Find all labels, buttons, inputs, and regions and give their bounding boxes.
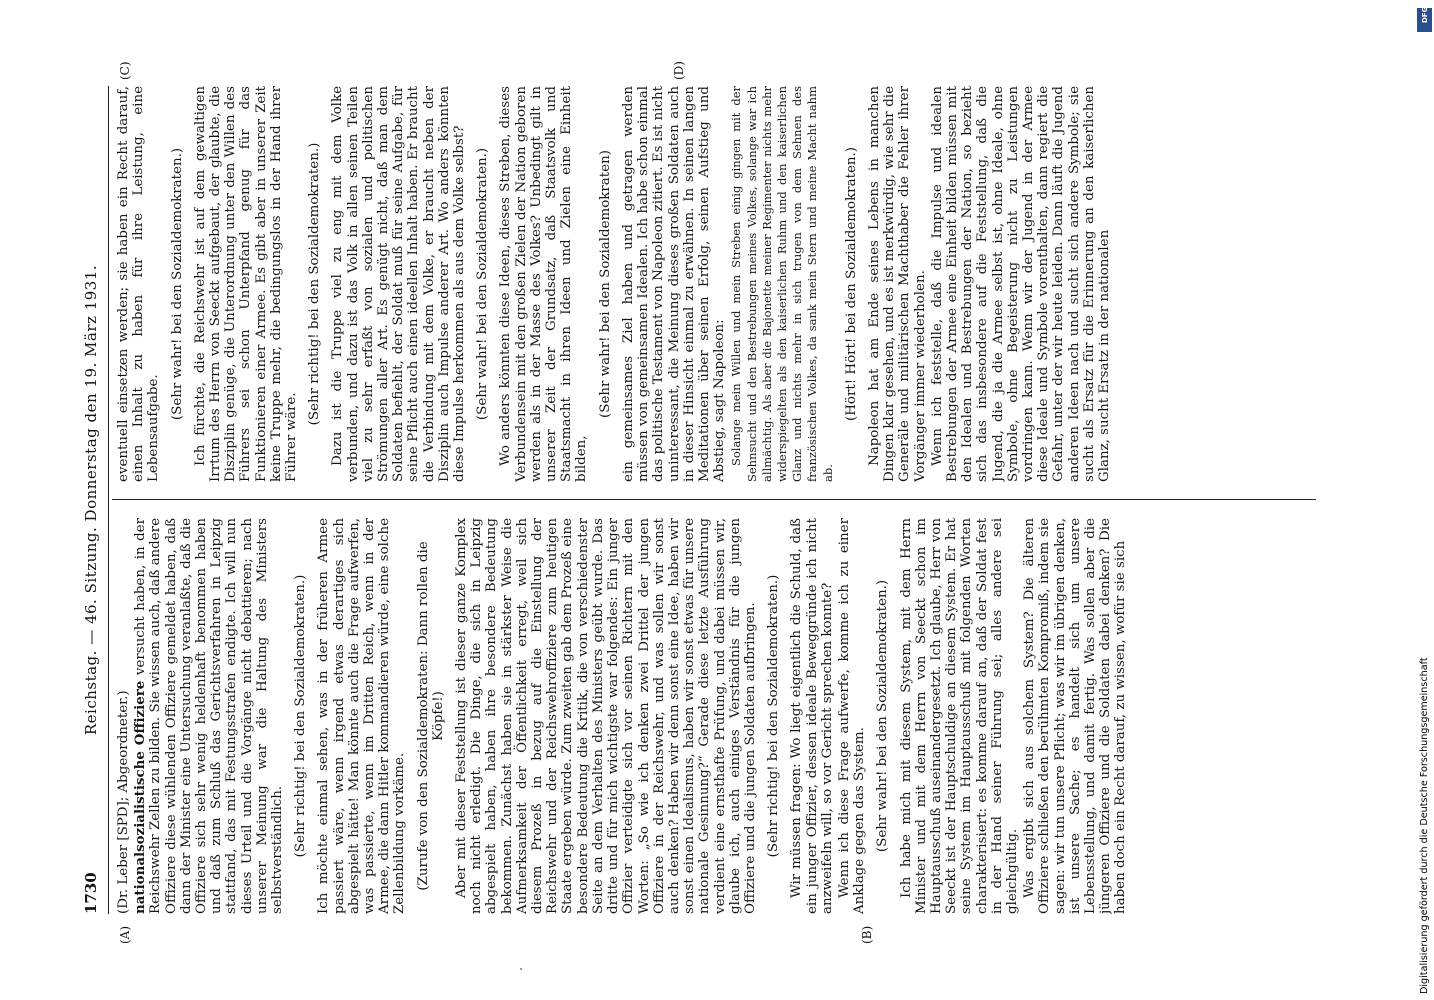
interjection [293,518,308,914]
interjection [875,518,890,914]
page-number: 1730 [82,872,100,914]
paragraph [837,518,867,914]
margin-marker-d: (D) [672,61,686,80]
paragraph [789,518,835,914]
paragraph-text: Ich fürchte, die Reichswehr ist auf dem gewaltigen Irrtum des Herrn von Seeckt aufgebaut, der glaubte, die Disziplin genüge, die Unterordnung unter den Willen des Führers sei schon Unterpfand genug für das Funktionieren einer Armee. Es gibt aber in unserer Zeit keine Truppe mehr, die bedingungslos in der Hand ihrer Führer wäre. [192,86,300,482]
paragraph [316,518,407,914]
interjection [170,86,185,482]
paragraph-text: (Sehr wahr! bei den Sozialdemokraten.) [169,147,185,421]
page-header [80,86,102,914]
paragraph-text: Was ergibt sich aus solchem System? Die älteren Offiziere schließen den berühmten Kompromiß, indem sie sagen: wir tun unsere Pflicht; was wir im übrigen denken, ist unsere Sache; es handelt sich um unsere Lebensstellung, und damit fertig. Was sollen aber die jüngeren Offiziere und die Soldaten dabei denken? Die haben doch ein Recht darauf, zu wissen, wofür sie sich [1022,518,1129,914]
paragraph-text: (Sehr wahr! bei den Sozialdemokraten) [597,150,613,418]
margin-marker-a: (A) [118,925,132,944]
paragraph [116,518,131,914]
paragraph-text: Wir müssen fragen: Wo liegt eigentlich die Schuld, daß ein junger Offizier, dessen ideale Beweggründe ich nicht anzweifeln will, so vor Gericht sprechen konnte? [789,518,835,914]
paragraph-text: Wo anders könnten diese Ideen, dieses Streben, dieses Verbundensein mit den großen Zielen der Nation geboren werden als in der Masse des Volkes? Unbedingt gilt in unserer Zeit der Grundsatz, daß Staatsvolk und Staatsmacht in ihren Ideen und Zielen eine Einheit bilden, [498,86,590,482]
digitization-note: Digitalisierung gefördert durch die Deutsche Forschungsgemeinschaft [1419,657,1430,994]
paragraph-text: Solange mein Willen und mein Streben einig gingen mit der Sehnsucht und den Bestrebungen meines Volkes, solange war ich allmächtig. Als aber die Bajonette meiner Regimenter nichts mehr widerspiegelten als den kaiserlichen Ruhm und den kaiserlichen Glanz und nichts mehr in sich trugen von dem Sehnen des französischen Volkes, da sank mein Stern und meine Macht nahm ab. [729,86,835,482]
paragraph [133,518,285,914]
bold-lead: nationalsozialistische Offiziere [132,680,149,914]
paragraph [621,86,727,482]
interjection [598,86,613,482]
dfg-logo-text: DFG [1421,6,1429,23]
paragraph-text: Aber mit dieser Feststellung ist dieser ganze Komplex noch nicht erledigt. Die Dinge, die sich in Leipzig abgespielt haben, haben ihre besondere Bedeutung bekommen. Zunächst haben sie in stärkster Weise die Aufmerksamkeit der Öffentlichkeit erregt, weil sich diesem Prozeß in bezug auf die Einstellung der Reichswehr und der Reichswehroffiziere zum heutigen Staate ergeben würde. Zum zweiten gab dem Prozeß eine besondere Bedeutung die Kritik, die von verschiedenster Seite an dem Verhalten des Ministers geübt wurde. Das dritte und für mich wichtigste war folgendes: Ein junger Offizier verteidigte sich vor seinen Richtern mit den Worten: „So wie ich denken zwei Drittel der jungen Offiziere in der Reichswehr, und was sollen wir sonst auch denken? Haben wir denn sonst eine Idee, haben wir sonst einen Idealismus, haben wir sonst etwas für unsere nationale Gesinnung?“ Gerade diese letzte Ausführung verdient eine ernsthafte Prüfung, und dabei müssen wir, glaube ich, auch einiges Verständnis für die jungen Offiziere und die jungen Soldaten aufbringen. [454,518,758,914]
margin-marker-c: (C) [118,61,132,80]
header-rule [108,86,109,914]
left-column [116,518,1316,914]
interjection [475,86,490,482]
paragraph-text: Napoleon hat am Ende seines Lebens in manchen Dingen klar gesehen, und es ist merkwürdig, wie sehr die Generäle und militärischen Machthaber die Fehler ihrer Vorgänger immer wiederholen. [866,86,928,482]
interjection [307,86,322,482]
paragraph-text: (Sehr wahr! bei den Sozialdemokraten.) [475,147,491,421]
paragraph [1022,518,1128,914]
rotated-document-page [80,61,1316,944]
paragraph-text: (Hört! Hört! bei den Sozialdemokraten.) [843,147,859,421]
paragraph-text: versucht haben, in der Reichswehr Zellen zu bilden. Sie wissen auch, daß andere Offiziere diese wühlenden Offiziere gemeldet haben, daß dann der Minister eine Untersuchung veranlaßte, daß die Offiziere sich sehr wenig heldenhaft benommen haben und daß zum Schluß das Gerichtsverfahren in Leipzig stattfand, das mit Festungsstrafen endigte. Ich will nun dieses Urteil und die Vorgänge nicht debattieren; nach unserer Meinung war die Haltung des Ministers selbstverständlich. [133,518,286,914]
paragraph [498,86,589,482]
scan-speck [520,968,522,970]
paragraph [193,86,299,482]
paragraph [454,518,758,914]
paragraph-text: Ich habe mich mit diesem System, mit dem Herrn Minister und mit dem Herrn von Seeckt schon im Hauptausschuß auseinandergesetzt. Ich glaube, Herr von Seeckt ist der Hauptschuldige an diesem System. Er hat seine System im Hauptausschuß mit folgenden Worten charakterisiert: es komme darauf an, daß der Soldat fest in der Hand seiner Führung sei; alles andere sei gleichgültig. [898,518,1020,914]
paragraph-text: (Sehr richtig! bei den Sozialdemokraten.) [766,574,782,858]
paragraph-text: Ich möchte einmal sehen, was in der früheren Armee passiert wäre, wenn irgend etwas derartiges sich abgespielt hätte! Man könnte auch die Frage aufwerfen, was passierte, wenn im Dritten Reich, wenn in der Armee, die dann Hitler kommandieren würde, eine solche Zellenbildung vorkäme. [316,518,408,914]
paragraph-text: ein gemeinsames Ziel haben und getragen werden müssen von gemeinsamen Idealen. Ich habe schon einmal das politische Testament von Napoleon zitiert. Es ist nicht uninteressant, die Meinung dieses großen Soldaten auch in dieser Hinsicht einmal zu erwähnen. In seinen langen Meditationen über seinen Erfolg, seinen Aufstieg und Abstieg, sagt Napoleon: [620,86,728,482]
interjection [416,518,446,914]
paragraph [330,86,467,482]
paragraph-text: Wenn ich diese Frage aufwerfe, komme ich zu einer Anklage gegen das System. [836,518,868,914]
column-divider [112,499,1316,500]
paragraph [867,86,928,482]
right-column [116,86,1316,482]
paragraph-text: (Sehr wahr! bei den Sozialdemokraten.) [875,579,891,853]
interjection [766,518,781,914]
paragraph [116,86,162,482]
margin-marker-b: (B) [860,925,874,944]
paragraph [729,86,835,482]
paragraph-text: eventuell einsetzen werden; sie haben ein Recht darauf, einen Inhalt zu haben für ihre Leistung, eine Lebensaufgabe. [116,86,162,482]
paragraph-text: (Zurufe von den Sozialdemokraten: Dann rollen die Köpfe!) [415,541,446,891]
paragraph-text: (Dr. Leber [SPD]; Abgeordneter.) [116,690,131,914]
paragraph-text: Wenn ich feststelle, daß die Impulse und idealen Bestrebungen der Armee eine Einheit bilden müssen mit den Idealen und Bestrebungen der Nation, so bezieht sich das insbesondere auf die Feststellung, daß die Jugend, die ja die Armee selbst ist, ohne Ideale, ohne Symbole, ohne Begeisterung nicht zu Leistungen vordringen kann. Wenn wir der Jugend in der Armee diese Ideale und Symbole vorenthalten, dann regiert die Gefahr, unter der wir heute leiden. Dann läuft die Jugend anderen Ideen nach und sucht sich andere Symbole; sie sucht als Ersatz für die Erinnerung an den kaiserlichen Glanz, sucht Ersatz in der nationalen [929,86,1112,482]
paragraph [899,518,1021,914]
running-head: Reichstag. — 46. Sitzung. Donnerstag den 19. März 1931. [82,264,100,736]
paragraph-text: Dazu ist die Truppe viel zu eng mit dem Volke verbunden, und dazu ist das Volk in allen seinen Teilen viel zu sehr erfaßt von sozialen und politischen Strömungen aller Art. Es genügt nicht, daß man dem Soldaten befiehlt, der Soldat muß für seine Aufgabe, für seine Pflicht auch einen ideellen Inhalt haben. Er braucht die Verbindung mit dem Volke, er braucht neben der Disziplin auch Impulse anderer Art. Wo anders könnten diese Impulse herkommen als aus dem Volke selbst? [330,86,468,482]
interjection [844,86,859,482]
paragraph [930,86,1112,482]
paragraph-text: (Sehr richtig! bei den Sozialdemokraten.) [293,574,309,858]
paragraph-text: (Sehr richtig! bei den Sozialdemokraten.) [307,142,323,426]
